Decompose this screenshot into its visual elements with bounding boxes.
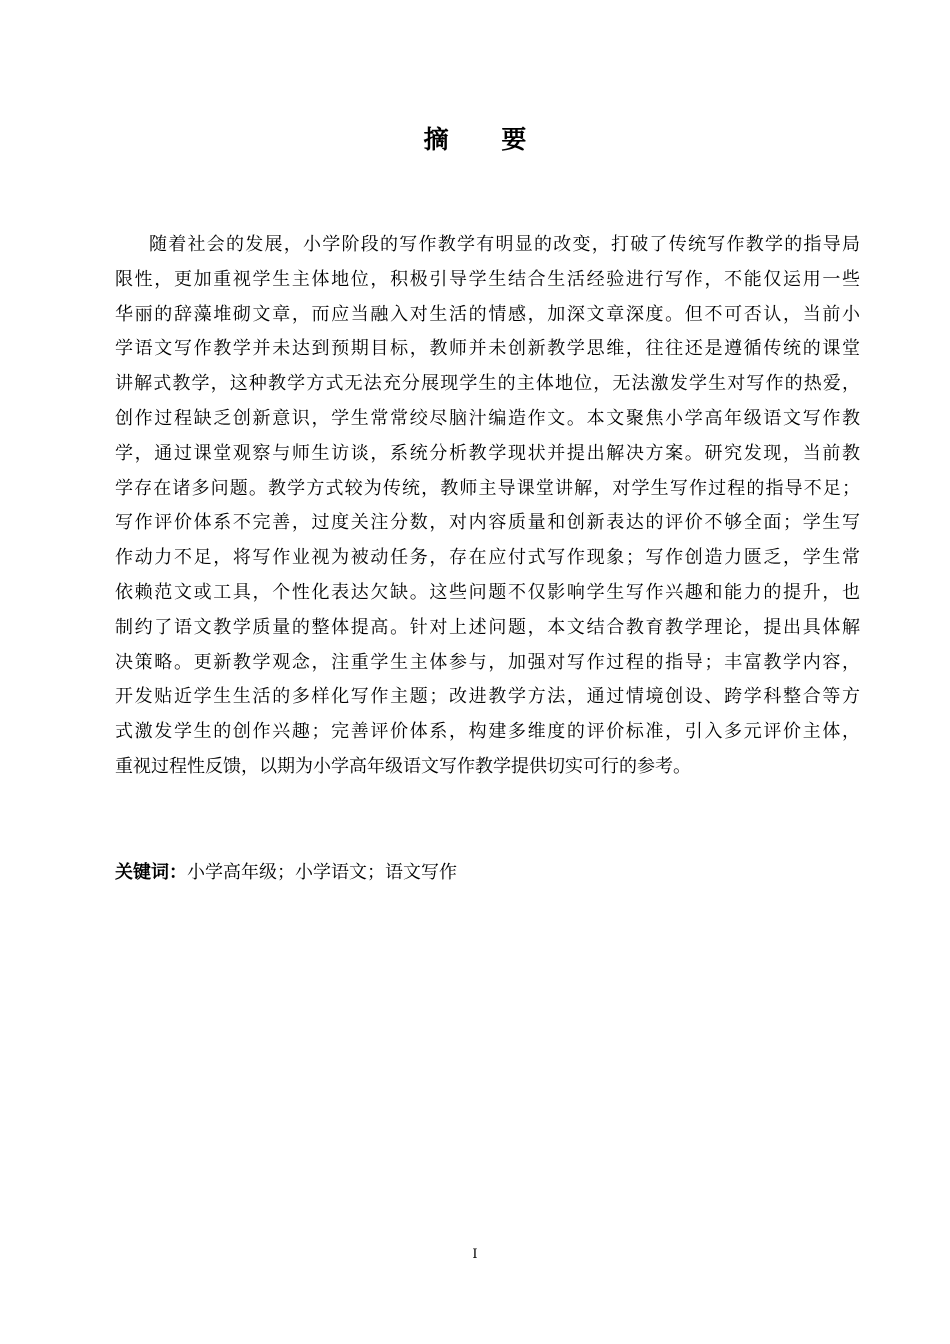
- abstract-line: 式激发学生的创作兴趣；完善评价体系，构建多维度的评价标准，引入多元评价主体，: [115, 721, 860, 743]
- abstract-line: 创作过程缺乏创新意识，学生常常绞尽脑汁编造作文。本文聚焦小学高年级语文写作教: [115, 407, 860, 429]
- abstract-line: 依赖范文或工具，个性化表达欠缺。这些问题不仅影响学生写作兴趣和能力的提升，也: [115, 581, 860, 603]
- abstract-line: 学语文写作教学并未达到预期目标，教师并未创新教学思维，往往还是遵循传统的课堂: [115, 338, 860, 360]
- abstract-line: 讲解式教学，这种教学方式无法充分展现学生的主体地位，无法激发学生对写作的热爱，: [115, 373, 860, 395]
- abstract-line: 学，通过课堂观察与师生访谈，系统分析教学现状并提出解决方案。研究发现，当前教: [115, 442, 860, 464]
- keywords-label: 关键词：: [115, 862, 187, 883]
- abstract-title: 摘 要: [423, 125, 549, 154]
- keywords-text: 小学高年级；小学语文；语文写作: [187, 862, 457, 883]
- abstract-line: 随着社会的发展，小学阶段的写作教学有明显的改变，打破了传统写作教学的指导局: [149, 234, 860, 255]
- keywords: [115, 858, 457, 888]
- abstract-line: 写作评价体系不完善，过度关注分数，对内容质量和创新表达的评价不够全面；学生写: [115, 512, 860, 534]
- abstract-body: [115, 228, 860, 785]
- page-number: I: [472, 1247, 478, 1262]
- abstract-line: 决策略。更新教学观念，注重学生主体参与，加强对写作过程的指导；丰富教学内容，: [115, 651, 860, 673]
- abstract-line: 限性，更加重视学生主体地位，积极引导学生结合生活经验进行写作，不能仅运用一些: [115, 268, 860, 290]
- abstract-line: 制约了语文教学质量的整体提高。针对上述问题，本文结合教育教学理论，提出具体解: [115, 616, 860, 638]
- abstract-line: 作动力不足，将写作业视为被动任务，存在应付式写作现象；写作创造力匮乏，学生常: [115, 547, 860, 569]
- abstract-line: 重视过程性反馈，以期为小学高年级语文写作教学提供切实可行的参考。: [115, 755, 691, 777]
- abstract-line: 开发贴近学生生活的多样化写作主题；改进教学方法，通过情境创设、跨学科整合等方: [115, 686, 860, 708]
- abstract-line: 华丽的辞藻堆砌文章，而应当融入对生活的情感，加深文章深度。但不可否认，当前小: [115, 303, 860, 325]
- abstract-line: 学存在诸多问题。教学方式较为传统，教师主导课堂讲解，对学生写作过程的指导不足；: [115, 477, 860, 499]
